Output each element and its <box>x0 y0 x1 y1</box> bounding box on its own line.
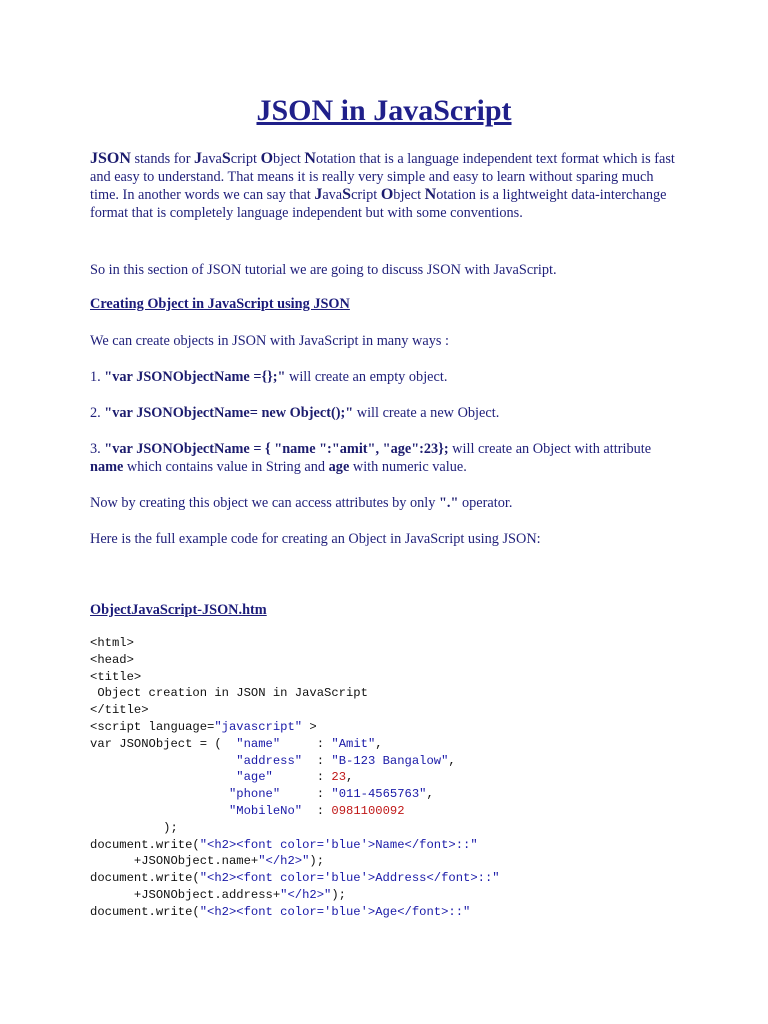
code-line: document.write( <box>90 837 200 852</box>
code-string: "<h2><font color='blue'>Address</font>::" <box>199 871 500 886</box>
code-line: <script language= <box>90 719 215 734</box>
section-heading-filename: ObjectJavaScript-JSON.htm <box>90 602 267 618</box>
code-string: "javascript" <box>214 719 303 734</box>
intro-text-2: ava <box>202 151 222 167</box>
code-string: "phone" <box>228 787 281 802</box>
code-line: ); <box>90 820 178 835</box>
code-string: "age" <box>236 770 273 785</box>
code-line <box>90 754 236 768</box>
list-item-2-code: "var JSONObjectName= new Object();" <box>104 405 354 421</box>
code-string: "</h2>" <box>280 887 332 902</box>
code-line: : <box>302 803 332 818</box>
code-line <box>90 770 236 784</box>
intro-text-1: stands for <box>130 151 195 167</box>
code-line: document.write( <box>90 871 200 886</box>
code-line: <html> <box>90 636 134 650</box>
paragraph-4-text-1: Now by creating this object we can access attributes by only <box>90 495 439 511</box>
list-item-1-text: will create an empty object. <box>285 369 448 385</box>
code-string: "B-123 Bangalow" <box>331 753 449 768</box>
list-item-1 <box>90 368 680 386</box>
page-title: JSON in JavaScript <box>256 94 512 127</box>
code-line: , <box>426 787 434 802</box>
code-line: <title> <box>90 669 142 684</box>
list-item-3-text-3: with numeric value. <box>349 459 467 475</box>
code-line: , <box>448 753 456 768</box>
code-line: +JSONObject.address+ <box>90 887 281 902</box>
list-item-3-number: 3. <box>90 441 105 457</box>
paragraph-4 <box>90 494 680 512</box>
code-string: "address" <box>236 753 303 768</box>
intro-n: N <box>304 150 316 167</box>
code-number: 23 <box>331 770 347 785</box>
intro-text-5: otation that is a language independent text format which is fast and easy to understand. That means it is really very simple and easy to learn without sparing much time. In another words we can say that <box>90 151 675 203</box>
code-line: <head> <box>90 652 134 667</box>
intro-text-9: otation is a lightweight data-interchange format that is completely language independent but with some conventions. <box>90 187 667 221</box>
intro-o: O <box>260 150 274 167</box>
list-item-3-code: "var JSONObjectName = { "name ":"amit", "age":23}; <box>104 441 449 457</box>
section-heading-creating-object: Creating Object in JavaScript using JSON <box>90 296 350 312</box>
list-item-3-name: name <box>90 459 124 475</box>
code-line: , <box>375 736 383 751</box>
code-string: "</h2>" <box>258 854 310 869</box>
code-string: "011-4565763" <box>331 787 427 802</box>
code-string: "MobileNo" <box>228 803 303 818</box>
code-listing <box>90 635 500 921</box>
code-string: "Amit" <box>331 736 376 751</box>
code-line: > <box>302 719 317 734</box>
intro-text-7: cript <box>351 187 381 203</box>
intro-text-6: ava <box>322 187 343 203</box>
code-number: 0981100092 <box>331 803 405 818</box>
list-item-2-text: will create a new Object. <box>353 405 500 421</box>
code-line: , <box>346 770 354 785</box>
list-item-3-text-1: will create an Object with attribute <box>448 441 652 457</box>
list-item-2-number: 2. <box>90 405 105 421</box>
intro-n2: N <box>424 186 437 203</box>
code-line: : <box>272 770 332 785</box>
intro-j2: J <box>314 186 323 203</box>
code-string: "<h2><font color='blue'>Age</font>::" <box>199 904 471 919</box>
paragraph-4-operator: "." <box>438 495 459 511</box>
code-line: </title> <box>90 703 149 718</box>
code-line <box>90 787 229 801</box>
intro-o2: O <box>380 186 394 203</box>
intro-text-3: cript <box>230 151 261 167</box>
list-item-3-age: age <box>328 459 350 475</box>
code-line: var JSONObject = ( <box>90 736 237 751</box>
paragraph-5: Here is the full example code for creating an Object in JavaScript using JSON: <box>90 531 541 547</box>
intro-j: J <box>194 150 203 167</box>
code-line: : <box>280 736 332 751</box>
code-line: Object creation in JSON in JavaScript <box>90 686 368 701</box>
intro-text-4: bject <box>273 151 305 167</box>
code-string: "name" <box>236 736 281 751</box>
intro-s2: S <box>342 186 352 203</box>
list-item-1-number: 1. <box>90 369 105 385</box>
code-line: : <box>280 787 332 802</box>
intro-s: S <box>221 150 231 167</box>
paragraph-2: So in this section of JSON tutorial we are going to discuss JSON with JavaScript. <box>90 262 557 278</box>
list-item-3 <box>90 440 680 476</box>
paragraph-4-text-2: operator. <box>458 495 513 511</box>
code-line: ); <box>309 854 325 869</box>
list-item-3-text-2: which contains value in String and <box>123 459 329 475</box>
list-item-2 <box>90 404 680 422</box>
paragraph-3: We can create objects in JSON with JavaScript in many ways : <box>90 333 449 349</box>
code-line: ); <box>331 887 346 902</box>
intro-json: JSON <box>90 150 131 167</box>
intro-paragraph <box>90 150 680 222</box>
intro-text-8: bject <box>393 187 425 203</box>
code-line: : <box>302 753 332 768</box>
list-item-1-code: "var JSONObjectName ={};" <box>104 369 286 385</box>
code-string: "<h2><font color='blue'>Name</font>::" <box>199 837 478 852</box>
code-line: document.write( <box>90 904 200 919</box>
code-line: +JSONObject.name+ <box>90 854 259 869</box>
code-line <box>90 804 229 818</box>
